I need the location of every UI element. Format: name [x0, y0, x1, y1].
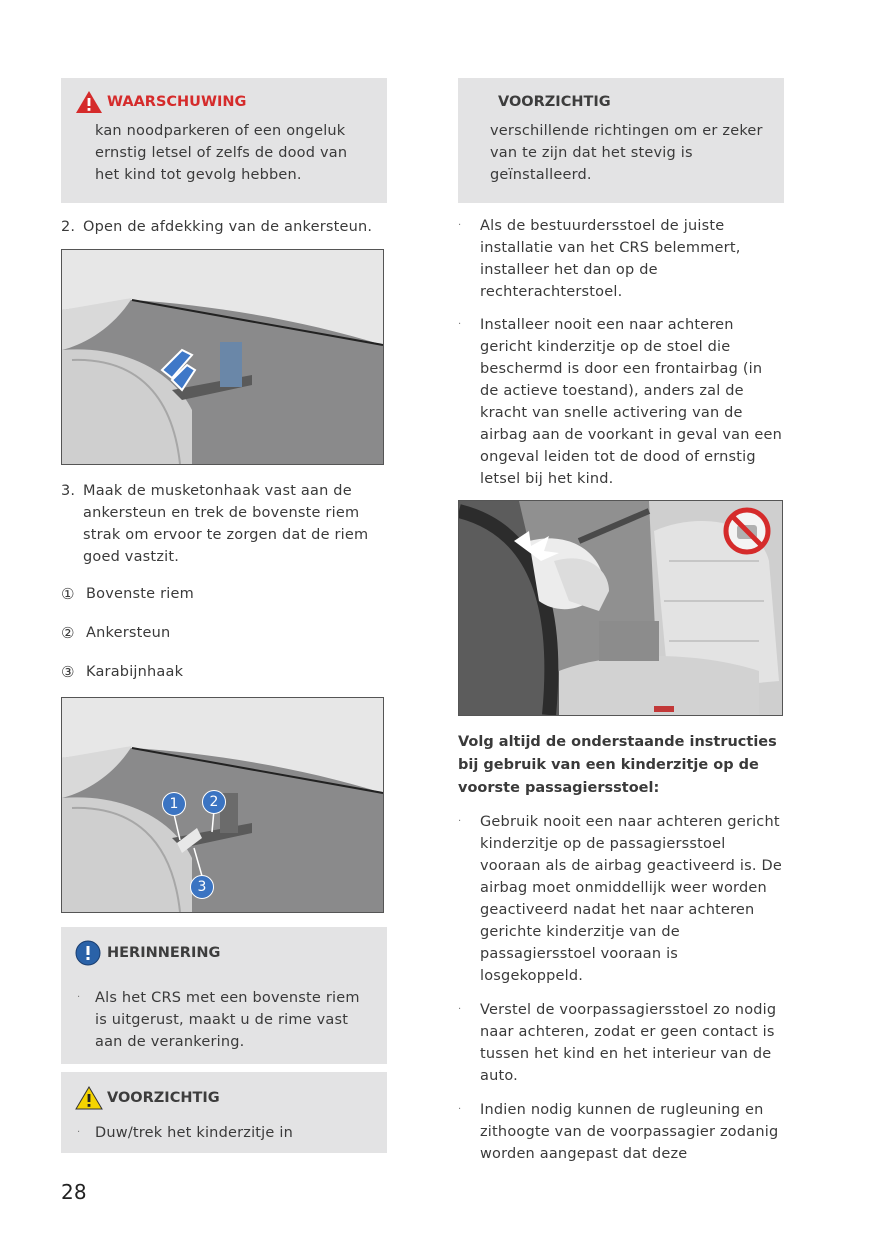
legend-item: ① Bovenste riem [61, 585, 194, 603]
step-3: 3. Maak de musketonhaak vast aan de ankersteun en trek de bovenste riem strak om ervoor te zorgen dat de riem goed vastzit. [61, 480, 387, 568]
legend-item: ③ Karabijnhaak [61, 663, 184, 681]
caution-title: VOORZICHTIG [107, 1090, 220, 1106]
left-column [61, 78, 387, 1153]
legend [61, 583, 387, 683]
warning-title: WAARSCHUWING [107, 94, 247, 110]
list-item: · Als de bestuurdersstoel de juiste installatie van het CRS belemmert, installeer het dan op de rechterachterstoel. [458, 218, 741, 300]
tether-figure [61, 697, 384, 913]
step-2-text: Open de afdekking van de ankersteun. [83, 219, 373, 235]
warning-box [61, 78, 387, 203]
prohibited-sign-icon [723, 507, 771, 555]
callout-1: 1 [162, 792, 186, 816]
anchor-cover-illustration [62, 250, 383, 464]
list-item: · Gebruik nooit een naar achteren gericht kinderzitje op de passagiersstoel vooraan als de airbag geactiveerd is. De airbag moet onmiddellijk weer worden geactiveerd nadat het naar achteren gerichte kinderzitje van de passagiersstoel vooraan is losgekoppeld. [458, 814, 782, 984]
bullet-list-bottom [458, 811, 784, 1165]
anchor-cover-figure [61, 249, 384, 465]
list-item: · Indien nodig kunnen de rugleuning en zithoogte van de voorpassagier zodanig worden aangepast dat deze [458, 1102, 779, 1162]
list-item: · Verstel de voorpassagiersstoel zo nodig naar achteren, zodat er geen contact is tussen het kind en het interieur van de auto. [458, 1002, 777, 1084]
page-number: 28 [61, 1180, 87, 1204]
list-item: · Installeer nooit een naar achteren gericht kinderzitje op de stoel die beschermd is door een frontairbag (in de actieve toestand), anders zal de kracht van snelle activering van de airbag aan de voorkant in geval van een ongeval leiden tot de dood of ernstig letsel bij het kind. [458, 317, 783, 487]
reminder-box [61, 927, 387, 1064]
callout-3: 3 [190, 875, 214, 899]
caution-box-right [458, 78, 784, 203]
step-3-text: Maak de musketonhaak vast aan de ankersteun en trek de bovenste riem strak om ervoor te zorgen dat de riem goed vastzit. [83, 483, 369, 565]
caution-triangle-icon [75, 1085, 107, 1111]
warning-text: kan noodparkeren of een ongeluk ernstig letsel of zelfs de dood van het kind tot gevolg hebben. [95, 123, 348, 183]
bullet-list-top [458, 215, 784, 490]
reminder-title: HERINNERING [107, 945, 221, 961]
step-2: 2. Open de afdekking van de ankersteun. [61, 216, 387, 238]
caution-title: VOORZICHTIG [498, 94, 611, 110]
info-exclamation-icon [75, 940, 107, 966]
instruction-heading: Volg altijd de onderstaande instructies bij gebruik van een kinderzitje op de voorste passagiersstoel: [458, 734, 777, 796]
right-column [458, 78, 784, 1165]
legend-item: ② Ankersteun [61, 624, 171, 642]
caution-box-left [61, 1072, 387, 1153]
caution-bullet: · Duw/trek het kinderzitje in [77, 1125, 293, 1141]
callout-2: 2 [202, 790, 226, 814]
caution-text: verschillende richtingen om er zeker van te zijn dat het stevig is geïnstalleerd. [490, 123, 763, 183]
warning-triangle-icon [75, 89, 107, 115]
airbag-prohibited-figure [458, 500, 783, 716]
reminder-bullet: · Als het CRS met een bovenste riem is uitgerust, maakt u de rime vast aan de verankering. [77, 990, 360, 1050]
